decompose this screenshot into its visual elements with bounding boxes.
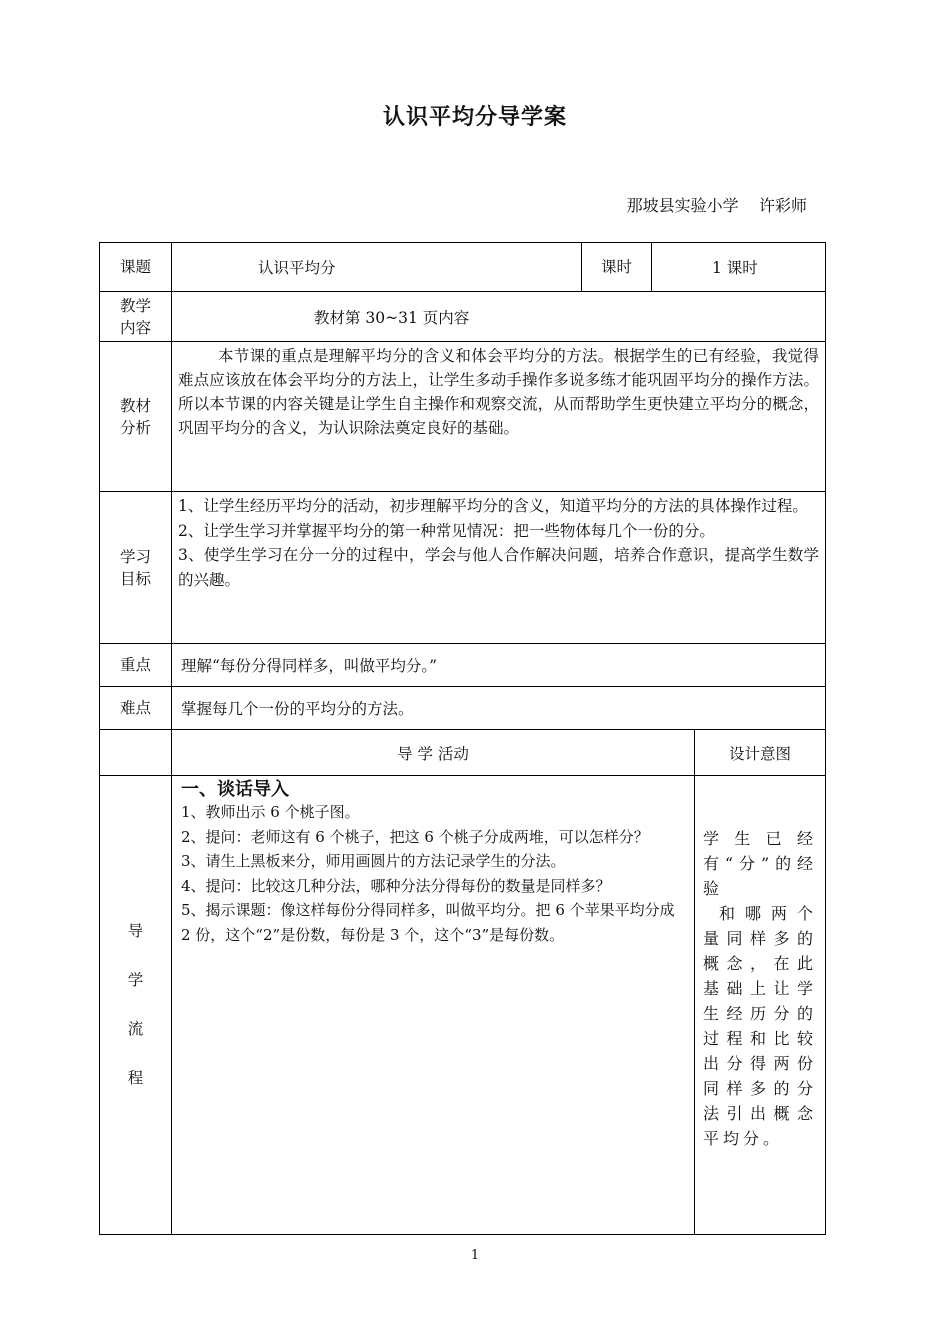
intent-paragraph: 学生已经有“分”的经验 (703, 829, 818, 898)
content-label-text: 教学内容 (119, 296, 151, 337)
flow-label-char: 程 (127, 1069, 144, 1087)
author-line: 那坡县实验小学 许彩师 (626, 196, 807, 215)
row-analysis (100, 342, 826, 492)
goal-item: 3、使学生学习在分一分的过程中，学会与他人合作解决问题，培养合作意识，提高学生数学的兴趣。 (178, 546, 820, 589)
row-content (100, 292, 826, 342)
content-label (100, 292, 172, 342)
flow-label-char: 学 (127, 971, 144, 989)
row-topic (100, 243, 826, 292)
flow-item: 2、提问：老师这有 6 个桃子，把这 6 个桃子分成两堆，可以怎样分？ (181, 827, 649, 846)
period-label: 课时 (582, 243, 652, 292)
analysis-label (100, 342, 172, 492)
flow-item: 3、请生上黑板来分，师用画圆片的方法记录学生的分法。 (181, 852, 566, 870)
page-number: 1 (470, 1248, 480, 1263)
activity-header: 导 学 活动 (172, 730, 695, 776)
flow-heading: 一、谈话导入 (181, 779, 289, 800)
goal-item: 2、让学生学习并掌握平均分的第一种常见情况：把一些物体每几个一份的分。 (178, 521, 715, 540)
flow-label-char: 导 (127, 922, 144, 940)
row-activity-header (100, 730, 826, 776)
row-key (100, 644, 826, 687)
lesson-plan-table (99, 242, 826, 1235)
flow-content (172, 776, 695, 1235)
content-value: 教材第 30~31 页内容 (172, 292, 826, 342)
flow-label-char: 流 (127, 1020, 144, 1038)
topic-value: 认识平均分 (172, 243, 582, 292)
goals-label-text: 学习目标 (119, 547, 151, 588)
flow-label (100, 776, 172, 1235)
intent-header: 设计意图 (695, 730, 826, 776)
row-flow (100, 776, 826, 1235)
row-goals (100, 492, 826, 644)
topic-label: 课题 (100, 243, 172, 292)
goals-label (100, 492, 172, 644)
analysis-paragraph: 本节课的重点是理解平均分的含义和体会平均分的方法。根据学生的已有经验，我觉得难点应该放在体会平均分的方法上，让学生多动手操作多说多练才能巩固平均分的操作方法。所以本节课的内容关键是让学生自主操作和观察交流，从而帮助学生更快建立平均分的概念，巩固平均分的含义，为认识除法奠定良好的基础。 (178, 347, 820, 437)
goal-item: 1、让学生经历平均分的活动，初步理解平均分的含义，知道平均分的方法的具体操作过程。 (178, 497, 808, 515)
period-value: 1 课时 (652, 243, 826, 292)
difficult-value: 掌握每几个一份的平均分的方法。 (172, 687, 826, 730)
key-value: 理解“每份分得同样多，叫做平均分。” (172, 644, 826, 687)
analysis-label-text: 教材分析 (119, 396, 151, 437)
row-difficult (100, 687, 826, 730)
difficult-label: 难点 (100, 687, 172, 730)
intent-paragraph: 和哪两个量同样多的概念，在此基础上让学生经历分的过程和比较出分得两份同样多的分法引出概念平均分。 (703, 904, 818, 1148)
empty-cell (100, 730, 172, 776)
intent-content (695, 776, 826, 1235)
goals-list (172, 492, 826, 644)
document-title: 认识平均分导学案 (382, 105, 567, 130)
key-label: 重点 (100, 644, 172, 687)
analysis-text (172, 342, 826, 492)
flow-item: 4、提问：比较这几种分法，哪种分法分得每份的数量是同样多？ (181, 876, 611, 895)
flow-item: 5、揭示课题：像这样每份分得同样多，叫做平均分。把 6 个苹果平均分成 2 份，这个“2”是份数，每份是 3 个，这个“3”是每份数。 (181, 901, 675, 944)
flow-item: 1、教师出示 6 个桃子图。 (181, 803, 360, 821)
